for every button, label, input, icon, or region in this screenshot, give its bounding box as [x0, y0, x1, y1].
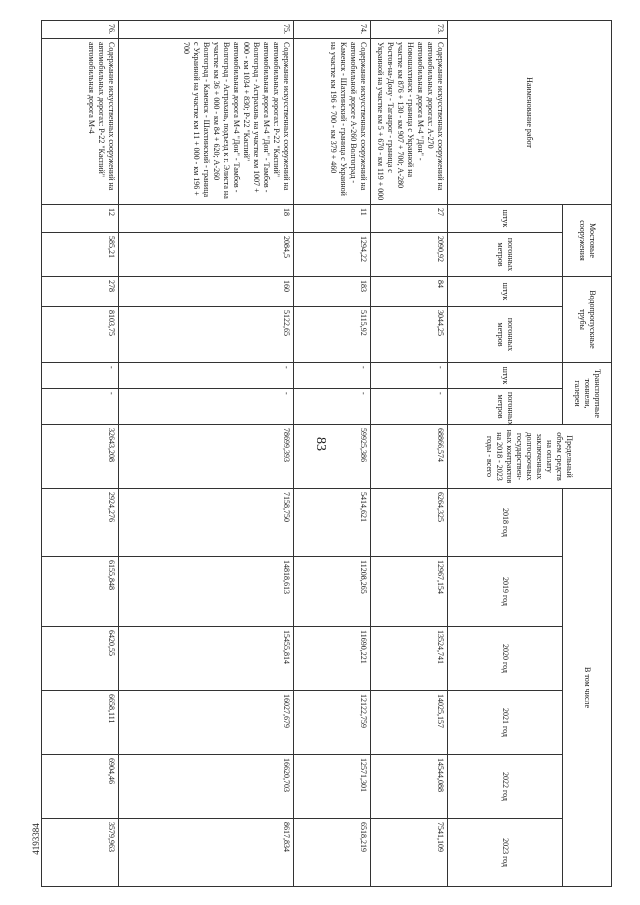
row-number: 74. [294, 21, 371, 39]
cell-culverts-units: 183 [294, 277, 371, 307]
document-id: 4193384 [31, 823, 41, 855]
cell-culverts-meters: 5115,92 [294, 307, 371, 363]
cell-bridges-meters: 2090,92 [371, 233, 448, 277]
cell-tunnels-units: - [119, 363, 294, 389]
table-row [294, 21, 371, 887]
header-tunnels-meters: погонных метров [448, 389, 563, 425]
works-table [41, 20, 612, 887]
cell-tunnels-meters: - [371, 389, 448, 425]
header-name: Наименование работ [448, 21, 612, 205]
cell-total: 59925,386 [294, 425, 371, 489]
page-number: 83 [313, 437, 328, 451]
cell-2021: 12122,759 [294, 691, 371, 755]
cell-bridges-meters: 2084,5 [119, 233, 294, 277]
header-row-1 [563, 21, 612, 887]
cell-2023: 8617,834 [119, 819, 294, 887]
header-year-2022: 2022 год [448, 755, 563, 819]
header-bridges-meters: погонных метров [448, 233, 563, 277]
cell-bridges-units: 12 [42, 205, 119, 233]
cell-total: 68866,574 [371, 425, 448, 489]
cell-bridges-units: 27 [371, 205, 448, 233]
header-year-2019: 2019 год [448, 557, 563, 627]
header-culverts-meters: погонных метров [448, 307, 563, 363]
row-number: 73. [371, 21, 448, 39]
cell-bridges-units: 11 [294, 205, 371, 233]
cell-2021: 6658,111 [42, 691, 119, 755]
cell-culverts-units: 278 [42, 277, 119, 307]
cell-2023: 3579,963 [42, 819, 119, 887]
header-tunnels-units: штук [448, 363, 563, 389]
cell-tunnels-units: - [371, 363, 448, 389]
cell-total: 32643,208 [42, 425, 119, 489]
cell-2020: 13524,741 [371, 627, 448, 691]
cell-2019: 6155,848 [42, 557, 119, 627]
cell-tunnels-meters: - [294, 389, 371, 425]
header-year-2023: 2023 год [448, 819, 563, 887]
cell-tunnels-meters: - [42, 389, 119, 425]
cell-2020: 15455,814 [119, 627, 294, 691]
header-including: В том числе [563, 489, 612, 887]
cell-2021: 14025,157 [371, 691, 448, 755]
row-work-name: Содержание искусственных сооружений на автомобильных дорогах: Р-22 "Каспий" автомобильная дорога М-4 [42, 39, 119, 205]
cell-culverts-units: 84 [371, 277, 448, 307]
cell-2020: 11690,221 [294, 627, 371, 691]
cell-2022: 12571,301 [294, 755, 371, 819]
cell-culverts-meters: 8103,75 [42, 307, 119, 363]
cell-2022: 6904,46 [42, 755, 119, 819]
header-tunnels: Транспортные тоннели, галереи [563, 363, 612, 425]
cell-2022: 16620,703 [119, 755, 294, 819]
cell-2023: 6518,219 [294, 819, 371, 887]
header-culverts-units: штук [448, 277, 563, 307]
cell-bridges-meters: 585,21 [42, 233, 119, 277]
cell-2019: 14818,613 [119, 557, 294, 627]
cell-2023: 7541,109 [371, 819, 448, 887]
table-row [42, 21, 119, 887]
rotated-table-container [87, 20, 612, 880]
cell-culverts-meters: 5122,65 [119, 307, 294, 363]
cell-2019: 12967,154 [371, 557, 448, 627]
table-row [119, 21, 294, 887]
row-work-name: Содержание искусственных сооружений на автомобильных дорогах: А-270 автомобильная дорога М-4 "Дон" - Новошахтинск - граница с Украиной на участке км 876 + 130 - км 907 + 700; А-280 Ростов-на-Дону - Таганрог - граница с Украиной на участке км 5 + 670 - км 119 + 000 [371, 39, 448, 205]
cell-2019: 11208,265 [294, 557, 371, 627]
cell-bridges-meters: 1294,22 [294, 233, 371, 277]
cell-2020: 6420,55 [42, 627, 119, 691]
row-number: 75. [119, 21, 294, 39]
cell-tunnels-units: - [294, 363, 371, 389]
row-work-name: Содержание искусственных сооружений на автомобильных дорогах: Р-22 "Каспий" автомобильная дорога М-4 "Дон" - Тамбов - Волгоград - Астрахань на участке км 1007 + 000 - км 1034 + 830; Р-22 "Каспий" автомобильная дорога М-4 "Дон" - Тамбов - Волгоград - Астрахань, подъезд к г. Элиста на участке км 36 + 000 - км 84 + 620; А-260 Волгоград - Каменск - Шахтинский - граница с Украиной на участке км 11 + 000 - км 196 + 700 [119, 39, 294, 205]
cell-culverts-meters: 3044,25 [371, 307, 448, 363]
row-work-name: Содержание искусственных сооружений на автомобильной дороге А-260 Волгоград - Каменск - Шахтинский - граница с Украиной на участке км 196 + 700 - км 379 + 460 [294, 39, 371, 205]
cell-tunnels-meters: - [119, 389, 294, 425]
cell-total: 78699,393 [119, 425, 294, 489]
cell-2018: 5414,621 [294, 489, 371, 557]
header-limit-total: Предельный объем средств на оплату заключенных долгосрочных государствен-ных контрактов на 2018 - 2023 годы - всего [448, 425, 612, 489]
cell-2022: 14544,088 [371, 755, 448, 819]
header-bridges: Мостовые сооружения [563, 205, 612, 277]
cell-bridges-units: 18 [119, 205, 294, 233]
cell-tunnels-units: - [42, 363, 119, 389]
cell-2018: 2924,276 [42, 489, 119, 557]
cell-2021: 16027,679 [119, 691, 294, 755]
header-year-2021: 2021 год [448, 691, 563, 755]
table-row [371, 21, 448, 887]
header-year-2018: 2018 год [448, 489, 563, 557]
header-bridges-units: штук [448, 205, 563, 233]
cell-2018: 6264,325 [371, 489, 448, 557]
cell-culverts-units: 160 [119, 277, 294, 307]
row-number: 76. [42, 21, 119, 39]
header-culverts: Водопропускные трубы [563, 277, 612, 363]
header-year-2020: 2020 год [448, 627, 563, 691]
cell-2018: 7158,750 [119, 489, 294, 557]
